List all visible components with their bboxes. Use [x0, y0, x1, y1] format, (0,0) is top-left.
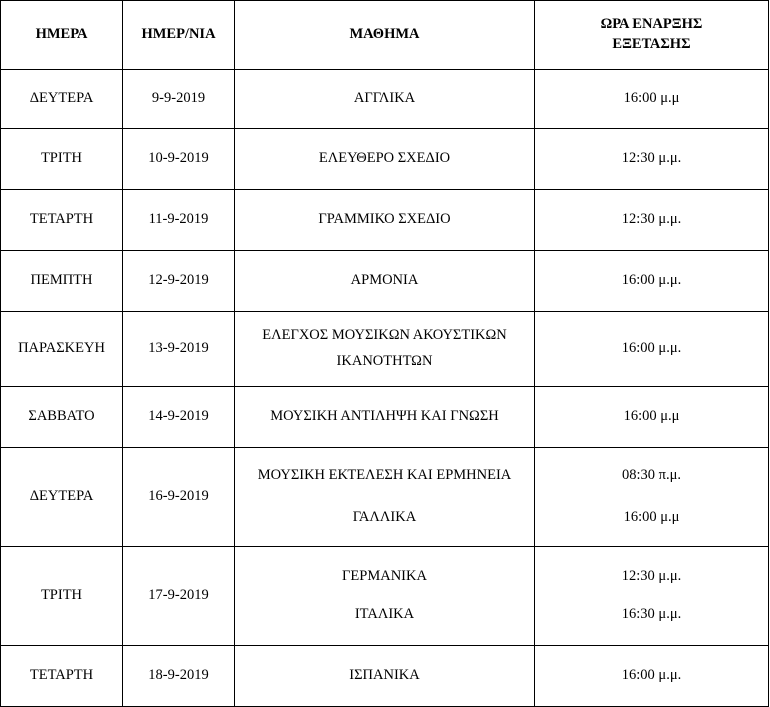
cell-date: 13-9-2019 [123, 312, 235, 387]
column-header-day: ΗΜΕΡΑ [1, 1, 123, 70]
cell-course [235, 547, 535, 646]
cell-time-line2: 16:30 μ.μ. [621, 606, 682, 622]
column-header-course: ΜΑΘΗΜΑ [235, 1, 535, 70]
cell-time: 16:00 μ.μ. [535, 312, 769, 387]
cell-course-line1: ΓΕΡΜΑΝΙΚΑ [342, 568, 427, 585]
cell-course: ΕΛΕΥΘΕΡΟ ΣΧΕΔΙΟ [235, 129, 535, 190]
cell-time: 16:00 μ.μ [535, 70, 769, 129]
cell-course: ΑΡΜΟΝΙΑ [235, 251, 535, 312]
cell-time [535, 448, 769, 547]
cell-time: 16:00 μ.μ. [535, 251, 769, 312]
cell-course: ΑΓΓΛΙΚΑ [235, 70, 535, 129]
cell-day: ΔΕΥΤΕΡΑ [1, 448, 123, 547]
cell-course: ΙΣΠΑΝΙΚΑ [235, 646, 535, 707]
table-row [1, 387, 769, 448]
cell-day: ΤΕΤΑΡΤΗ [1, 646, 123, 707]
cell-day: ΣΑΒΒΑΤΟ [1, 387, 123, 448]
table-row [1, 251, 769, 312]
cell-day: ΤΡΙΤΗ [1, 547, 123, 646]
cell-time [535, 547, 769, 646]
cell-course-line2: ΓΑΛΛΙΚΑ [352, 509, 417, 525]
cell-date: 10-9-2019 [123, 129, 235, 190]
column-header-time-line1: ΩΡΑ ΕΝΑΡΞΗΣ [600, 16, 703, 33]
cell-course-line1: ΕΛΕΓΧΟΣ ΜΟΥΣΙΚΩΝ ΑΚΟΥΣΤΙΚΩΝ [262, 327, 507, 344]
table-row [1, 190, 769, 251]
cell-time: 12:30 μ.μ. [535, 190, 769, 251]
cell-course-line2: ΙΚΑΝΟΤΗΤΩΝ [336, 353, 433, 369]
table-header-row [1, 1, 769, 70]
cell-date: 16-9-2019 [123, 448, 235, 547]
cell-day: ΠΑΡΑΣΚΕΥΗ [1, 312, 123, 387]
cell-date: 17-9-2019 [123, 547, 235, 646]
table-row [1, 547, 769, 646]
cell-date: 12-9-2019 [123, 251, 235, 312]
cell-date: 14-9-2019 [123, 387, 235, 448]
cell-course [235, 312, 535, 387]
cell-day: ΠΕΜΠΤΗ [1, 251, 123, 312]
cell-date: 18-9-2019 [123, 646, 235, 707]
table-row [1, 129, 769, 190]
cell-day: ΔΕΥΤΕΡΑ [1, 70, 123, 129]
cell-day: ΤΕΤΑΡΤΗ [1, 190, 123, 251]
cell-course: ΜΟΥΣΙΚΗ ΑΝΤΙΛΗΨΗ ΚΑΙ ΓΝΩΣΗ [235, 387, 535, 448]
cell-day: ΤΡΙΤΗ [1, 129, 123, 190]
cell-course: ΓΡΑΜΜΙΚΟ ΣΧΕΔΙΟ [235, 190, 535, 251]
table-header [1, 1, 769, 70]
cell-time: 12:30 μ.μ. [535, 129, 769, 190]
cell-time-line1: 12:30 μ.μ. [621, 568, 682, 585]
cell-course-line1: ΜΟΥΣΙΚΗ ΕΚΤΕΛΕΣΗ ΚΑΙ ΕΡΜΗΝΕΙΑ [257, 467, 512, 484]
column-header-time-line2: ΕΞΕΤΑΣΗΣ [612, 36, 691, 52]
cell-date: 11-9-2019 [123, 190, 235, 251]
column-header-date: ΗΜΕΡ/ΝΙΑ [123, 1, 235, 70]
cell-course-line2: ΙΤΑΛΙΚΑ [354, 606, 415, 622]
table-body [1, 70, 769, 707]
table-row [1, 646, 769, 707]
cell-time: 16:00 μ.μ. [535, 646, 769, 707]
cell-course [235, 448, 535, 547]
table-row [1, 312, 769, 387]
cell-time-line1: 08:30 π.μ. [622, 467, 681, 484]
column-header-exam-start-time [535, 1, 769, 70]
table-row [1, 448, 769, 547]
cell-date: 9-9-2019 [123, 70, 235, 129]
cell-time: 16:00 μ.μ [535, 387, 769, 448]
cell-time-line2: 16:00 μ.μ [623, 509, 680, 525]
table-row [1, 70, 769, 129]
